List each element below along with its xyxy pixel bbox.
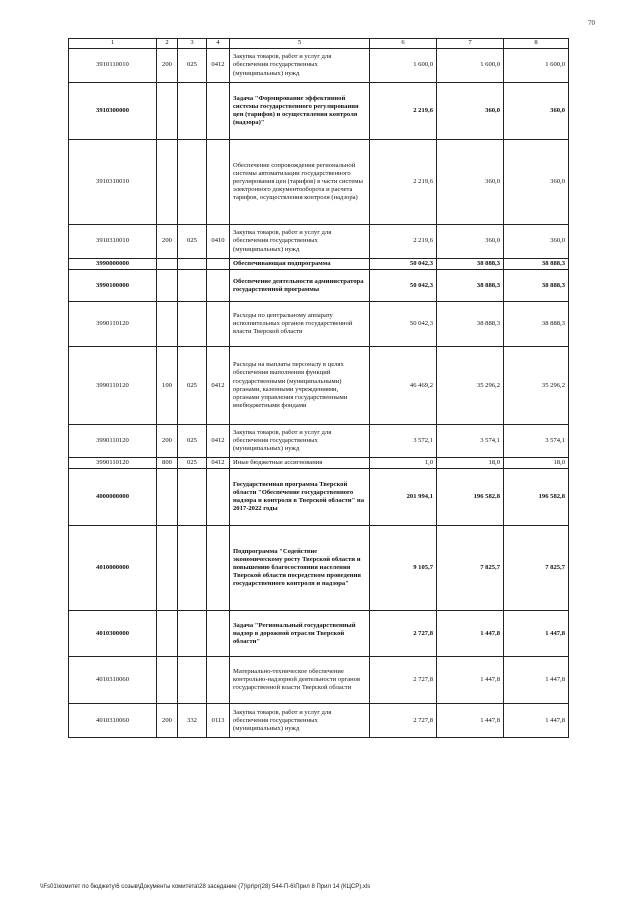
row-code: 3910310010	[69, 140, 157, 225]
row-expense-type: 200	[157, 49, 178, 83]
header-cell: 4	[207, 39, 230, 49]
row-value-3: 360,0	[504, 225, 569, 259]
table-row	[69, 469, 569, 526]
row-value-2: 1 447,8	[437, 657, 504, 704]
table-row	[69, 225, 569, 259]
row-value-1: 1,0	[370, 458, 437, 469]
row-value-1: 9 105,7	[370, 526, 437, 611]
row-name: Задача "Формирование эффективной системы государственного регулирования цен (тарифов) и осуществления контроля (надзора)"	[230, 83, 370, 140]
table-row	[69, 259, 569, 270]
row-name: Закупка товаров, работ и услуг для обеспечения государственных (муниципальных) нужд	[230, 49, 370, 83]
row-expense-type	[157, 611, 178, 657]
row-admin-code: 025	[178, 347, 207, 425]
row-value-3: 1 447,8	[504, 704, 569, 738]
row-value-1: 50 042,3	[370, 259, 437, 270]
row-value-1: 2 219,6	[370, 225, 437, 259]
row-value-3: 3 574,1	[504, 425, 569, 458]
row-code: 3990110120	[69, 425, 157, 458]
row-admin-code	[178, 270, 207, 302]
table-row	[69, 458, 569, 469]
row-expense-type	[157, 140, 178, 225]
row-value-3: 1 600,0	[504, 49, 569, 83]
row-value-1: 2 219,6	[370, 83, 437, 140]
row-name: Обеспечение деятельности администратора государственной программы	[230, 270, 370, 302]
row-value-2: 7 825,7	[437, 526, 504, 611]
row-value-3: 35 296,2	[504, 347, 569, 425]
row-admin-code: 025	[178, 225, 207, 259]
row-value-3: 7 825,7	[504, 526, 569, 611]
row-expense-type	[157, 657, 178, 704]
row-expense-type: 800	[157, 458, 178, 469]
row-value-1: 1 600,0	[370, 49, 437, 83]
row-admin-code	[178, 259, 207, 270]
table-row	[69, 83, 569, 140]
row-name: Государственная программа Тверской области "Обеспечение государственного надзора и контроля в Тверской области" на 2017-2022 годы	[230, 469, 370, 526]
row-name: Закупка товаров, работ и услуг для обеспечения государственных (муниципальных) нужд	[230, 704, 370, 738]
table-row	[69, 425, 569, 458]
row-expense-type: 200	[157, 425, 178, 458]
row-section	[207, 302, 230, 347]
row-value-1: 3 572,1	[370, 425, 437, 458]
row-admin-code	[178, 611, 207, 657]
row-admin-code: 025	[178, 425, 207, 458]
row-name: Расходы по центральному аппарату исполнительных органов государственной власти Тверской области	[230, 302, 370, 347]
row-expense-type	[157, 83, 178, 140]
row-name: Подпрограмма "Содействие экономическому росту Тверской области и повышению благосостояния населения Тверской области посредством проведения государственного контроля и надзора"	[230, 526, 370, 611]
row-value-2: 1 447,8	[437, 704, 504, 738]
row-code: 4010310060	[69, 704, 157, 738]
row-name: Обеспечение сопровождения региональной системы автоматизации государственного регулирования цен (тарифов) в части системы электронного документооборота и расчета тарифов, осуществления контроля (надзора)	[230, 140, 370, 225]
header-cell: 2	[157, 39, 178, 49]
table-row	[69, 611, 569, 657]
row-value-3: 38 888,3	[504, 259, 569, 270]
table-row	[69, 657, 569, 704]
row-section: 0113	[207, 704, 230, 738]
row-value-1: 2 727,8	[370, 657, 437, 704]
row-admin-code	[178, 469, 207, 526]
row-value-2: 18,0	[437, 458, 504, 469]
row-value-2: 38 888,3	[437, 270, 504, 302]
row-code: 3910300000	[69, 83, 157, 140]
page-number: 70	[588, 19, 595, 27]
row-value-2: 38 888,3	[437, 259, 504, 270]
row-section	[207, 657, 230, 704]
row-value-3: 38 888,3	[504, 302, 569, 347]
row-section	[207, 259, 230, 270]
row-value-3: 360,0	[504, 83, 569, 140]
row-value-3: 1 447,8	[504, 611, 569, 657]
row-value-1: 50 042,3	[370, 270, 437, 302]
row-value-3: 1 447,8	[504, 657, 569, 704]
row-code: 3990000000	[69, 259, 157, 270]
header-cell: 3	[178, 39, 207, 49]
header-cell: 6	[370, 39, 437, 49]
row-value-1: 2 727,8	[370, 704, 437, 738]
row-expense-type: 100	[157, 347, 178, 425]
row-expense-type	[157, 302, 178, 347]
row-section: 0410	[207, 225, 230, 259]
row-section	[207, 611, 230, 657]
row-section: 0412	[207, 425, 230, 458]
header-cell: 8	[504, 39, 569, 49]
row-value-2: 3 574,1	[437, 425, 504, 458]
row-section	[207, 469, 230, 526]
row-value-1: 2 219,6	[370, 140, 437, 225]
row-name: Закупка товаров, работ и услуг для обеспечения государственных (муниципальных) нужд	[230, 425, 370, 458]
row-section: 0412	[207, 458, 230, 469]
table-row	[69, 302, 569, 347]
row-expense-type	[157, 469, 178, 526]
row-code: 3910110010	[69, 49, 157, 83]
row-expense-type	[157, 526, 178, 611]
header-cell: 1	[69, 39, 157, 49]
row-name: Задача "Региональный государственный надзор в дорожной отрасли Тверской области"	[230, 611, 370, 657]
row-code: 4000000000	[69, 469, 157, 526]
table-row	[69, 704, 569, 738]
row-value-2: 1 600,0	[437, 49, 504, 83]
row-value-2: 360,0	[437, 140, 504, 225]
header-row	[69, 39, 569, 49]
row-expense-type	[157, 270, 178, 302]
row-value-3: 18,0	[504, 458, 569, 469]
row-expense-type: 200	[157, 704, 178, 738]
row-admin-code: 025	[178, 458, 207, 469]
row-value-3: 360,0	[504, 140, 569, 225]
file-path-footer: \\Fs01\комитет по бюджету\6 созыв\Документы комитета\28 заседание (7)\pr\pr(28) 544-П-6\Прил 8 Прил 14 (КЦСР).xls	[40, 884, 371, 890]
row-name: Закупка товаров, работ и услуг для обеспечения государственных (муниципальных) нужд	[230, 225, 370, 259]
row-code: 4010000000	[69, 526, 157, 611]
row-code: 3990110120	[69, 302, 157, 347]
row-name: Иные бюджетные ассигнования	[230, 458, 370, 469]
row-value-2: 360,0	[437, 225, 504, 259]
row-admin-code	[178, 140, 207, 225]
row-value-2: 35 296,2	[437, 347, 504, 425]
row-section	[207, 140, 230, 225]
table-row	[69, 347, 569, 425]
row-value-3: 38 888,3	[504, 270, 569, 302]
row-name: Обеспечивающая подпрограмма	[230, 259, 370, 270]
budget-table	[68, 38, 569, 738]
row-admin-code	[178, 302, 207, 347]
row-admin-code	[178, 657, 207, 704]
row-section	[207, 83, 230, 140]
row-value-2: 1 447,8	[437, 611, 504, 657]
row-value-3: 196 582,8	[504, 469, 569, 526]
row-admin-code: 025	[178, 49, 207, 83]
row-value-1: 201 994,1	[370, 469, 437, 526]
row-name: Расходы на выплаты персоналу в целях обеспечения выполнения функций государственными (муниципальными) органами, казенными учреждениями, органами управления государственными внебюджетными фондами	[230, 347, 370, 425]
row-admin-code	[178, 83, 207, 140]
row-section: 0412	[207, 347, 230, 425]
row-code: 3990110120	[69, 458, 157, 469]
row-code: 4010310060	[69, 657, 157, 704]
row-admin-code: 332	[178, 704, 207, 738]
row-code: 3990110120	[69, 347, 157, 425]
row-expense-type: 200	[157, 225, 178, 259]
row-name: Материально-техническое обеспечение контрольно-надзорной деятельности органов государственной власти Тверской области	[230, 657, 370, 704]
row-code: 3990100000	[69, 270, 157, 302]
row-expense-type	[157, 259, 178, 270]
row-code: 3910310010	[69, 225, 157, 259]
row-value-1: 46 469,2	[370, 347, 437, 425]
table-row	[69, 270, 569, 302]
header-cell: 7	[437, 39, 504, 49]
row-value-2: 360,0	[437, 83, 504, 140]
row-admin-code	[178, 526, 207, 611]
table-row	[69, 140, 569, 225]
row-value-1: 2 727,8	[370, 611, 437, 657]
row-section	[207, 526, 230, 611]
table-row	[69, 49, 569, 83]
row-value-1: 50 042,3	[370, 302, 437, 347]
table-row	[69, 526, 569, 611]
header-cell: 5	[230, 39, 370, 49]
row-code: 4010300000	[69, 611, 157, 657]
row-value-2: 38 888,3	[437, 302, 504, 347]
row-section	[207, 270, 230, 302]
row-section: 0412	[207, 49, 230, 83]
row-value-2: 196 582,8	[437, 469, 504, 526]
